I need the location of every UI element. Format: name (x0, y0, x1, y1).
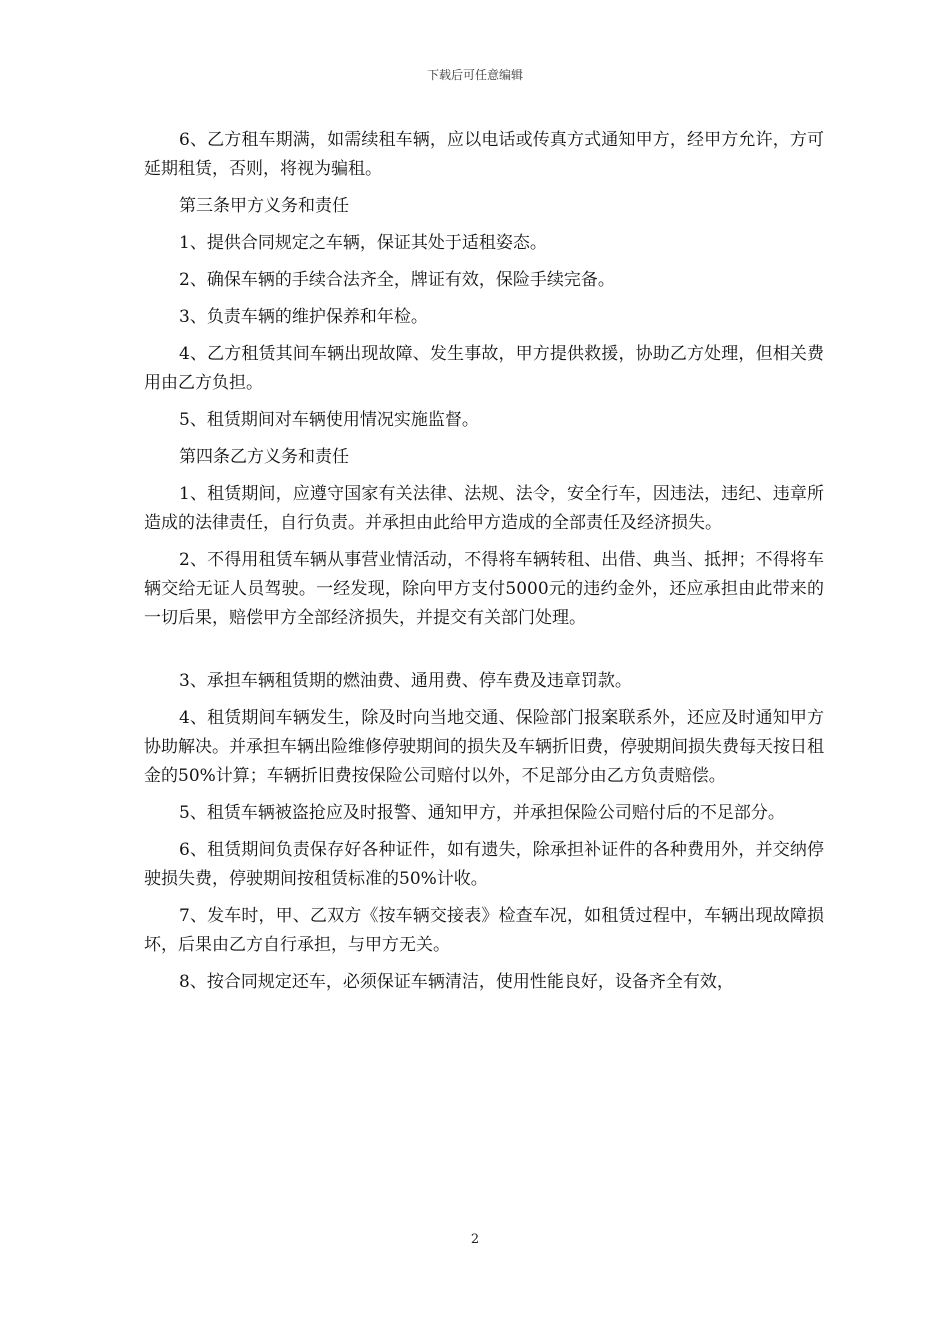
paragraph: 5、租赁车辆被盗抢应及时报警、通知甲方，并承担保险公司赔付后的不足部分。 (179, 803, 785, 823)
paragraph: 3、承担车辆租赁期的燃油费、通用费、停车费及违章罚款。 (179, 671, 632, 691)
paragraph: 1、租赁期间，应遵守国家有关法律、法规、法令，安全行车，因违法，违纪、违章所造成的法律责任，自行负责。并承担由此给甲方造成的全部责任及经济损失。 (144, 484, 824, 533)
paragraph: 7、发车时，甲、乙双方《按车辆交接表》检查车况，如租赁过程中，车辆出现故障损坏，后果由乙方自行承担，与甲方无关。 (144, 906, 824, 955)
paragraph: 6、租赁期间负责保存好各种证件，如有遗失，除承担补证件的各种费用外，并交纳停驶损失费，停驶期间按租赁标准的50%计收。 (144, 840, 824, 889)
document-body (144, 126, 824, 1005)
paragraph: 2、不得用租赁车辆从事营业情活动，不得将车辆转租、出借、典当、抵押；不得将车辆交给无证人员驾驶。一经发现，除向甲方支付5000元的违约金外，还应承担由此带来的一切后果，赔偿甲方全部经济损失，并提交有关部门处理。 (144, 550, 824, 628)
paragraph: 2、确保车辆的手续合法齐全，牌证有效，保险手续完备。 (179, 270, 615, 290)
section-heading: 第四条乙方义务和责任 (179, 447, 349, 467)
paragraph: 8、按合同规定还车，必须保证车辆清洁，使用性能良好，设备齐全有效， (179, 972, 734, 992)
paragraph: 3、负责车辆的维护保养和年检。 (179, 307, 428, 327)
paragraph: 4、乙方租赁其间车辆出现故障、发生事故，甲方提供救援，协助乙方处理，但相关费用由乙方负担。 (144, 344, 824, 393)
page-header: 下载后可任意编辑 (426, 68, 523, 82)
paragraph: 5、租赁期间对车辆使用情况实施监督。 (179, 410, 479, 430)
paragraph: 6、乙方租车期满，如需续租车辆，应以电话或传真方式通知甲方，经甲方允许，方可延期租赁，否则，将视为骗租。 (144, 130, 824, 179)
page-number: 2 (470, 1232, 480, 1247)
paragraph: 4、租赁期间车辆发生，除及时向当地交通、保险部门报案联系外，还应及时通知甲方协助解决。并承担车辆出险维修停驶期间的损失及车辆折旧费，停驶期间损失费每天按日租金的50%计算；车辆折旧费按保险公司赔付以外，不足部分由乙方负责赔偿。 (144, 708, 824, 786)
section-heading: 第三条甲方义务和责任 (179, 196, 349, 216)
paragraph: 1、提供合同规定之车辆，保证其处于适租姿态。 (179, 233, 547, 253)
